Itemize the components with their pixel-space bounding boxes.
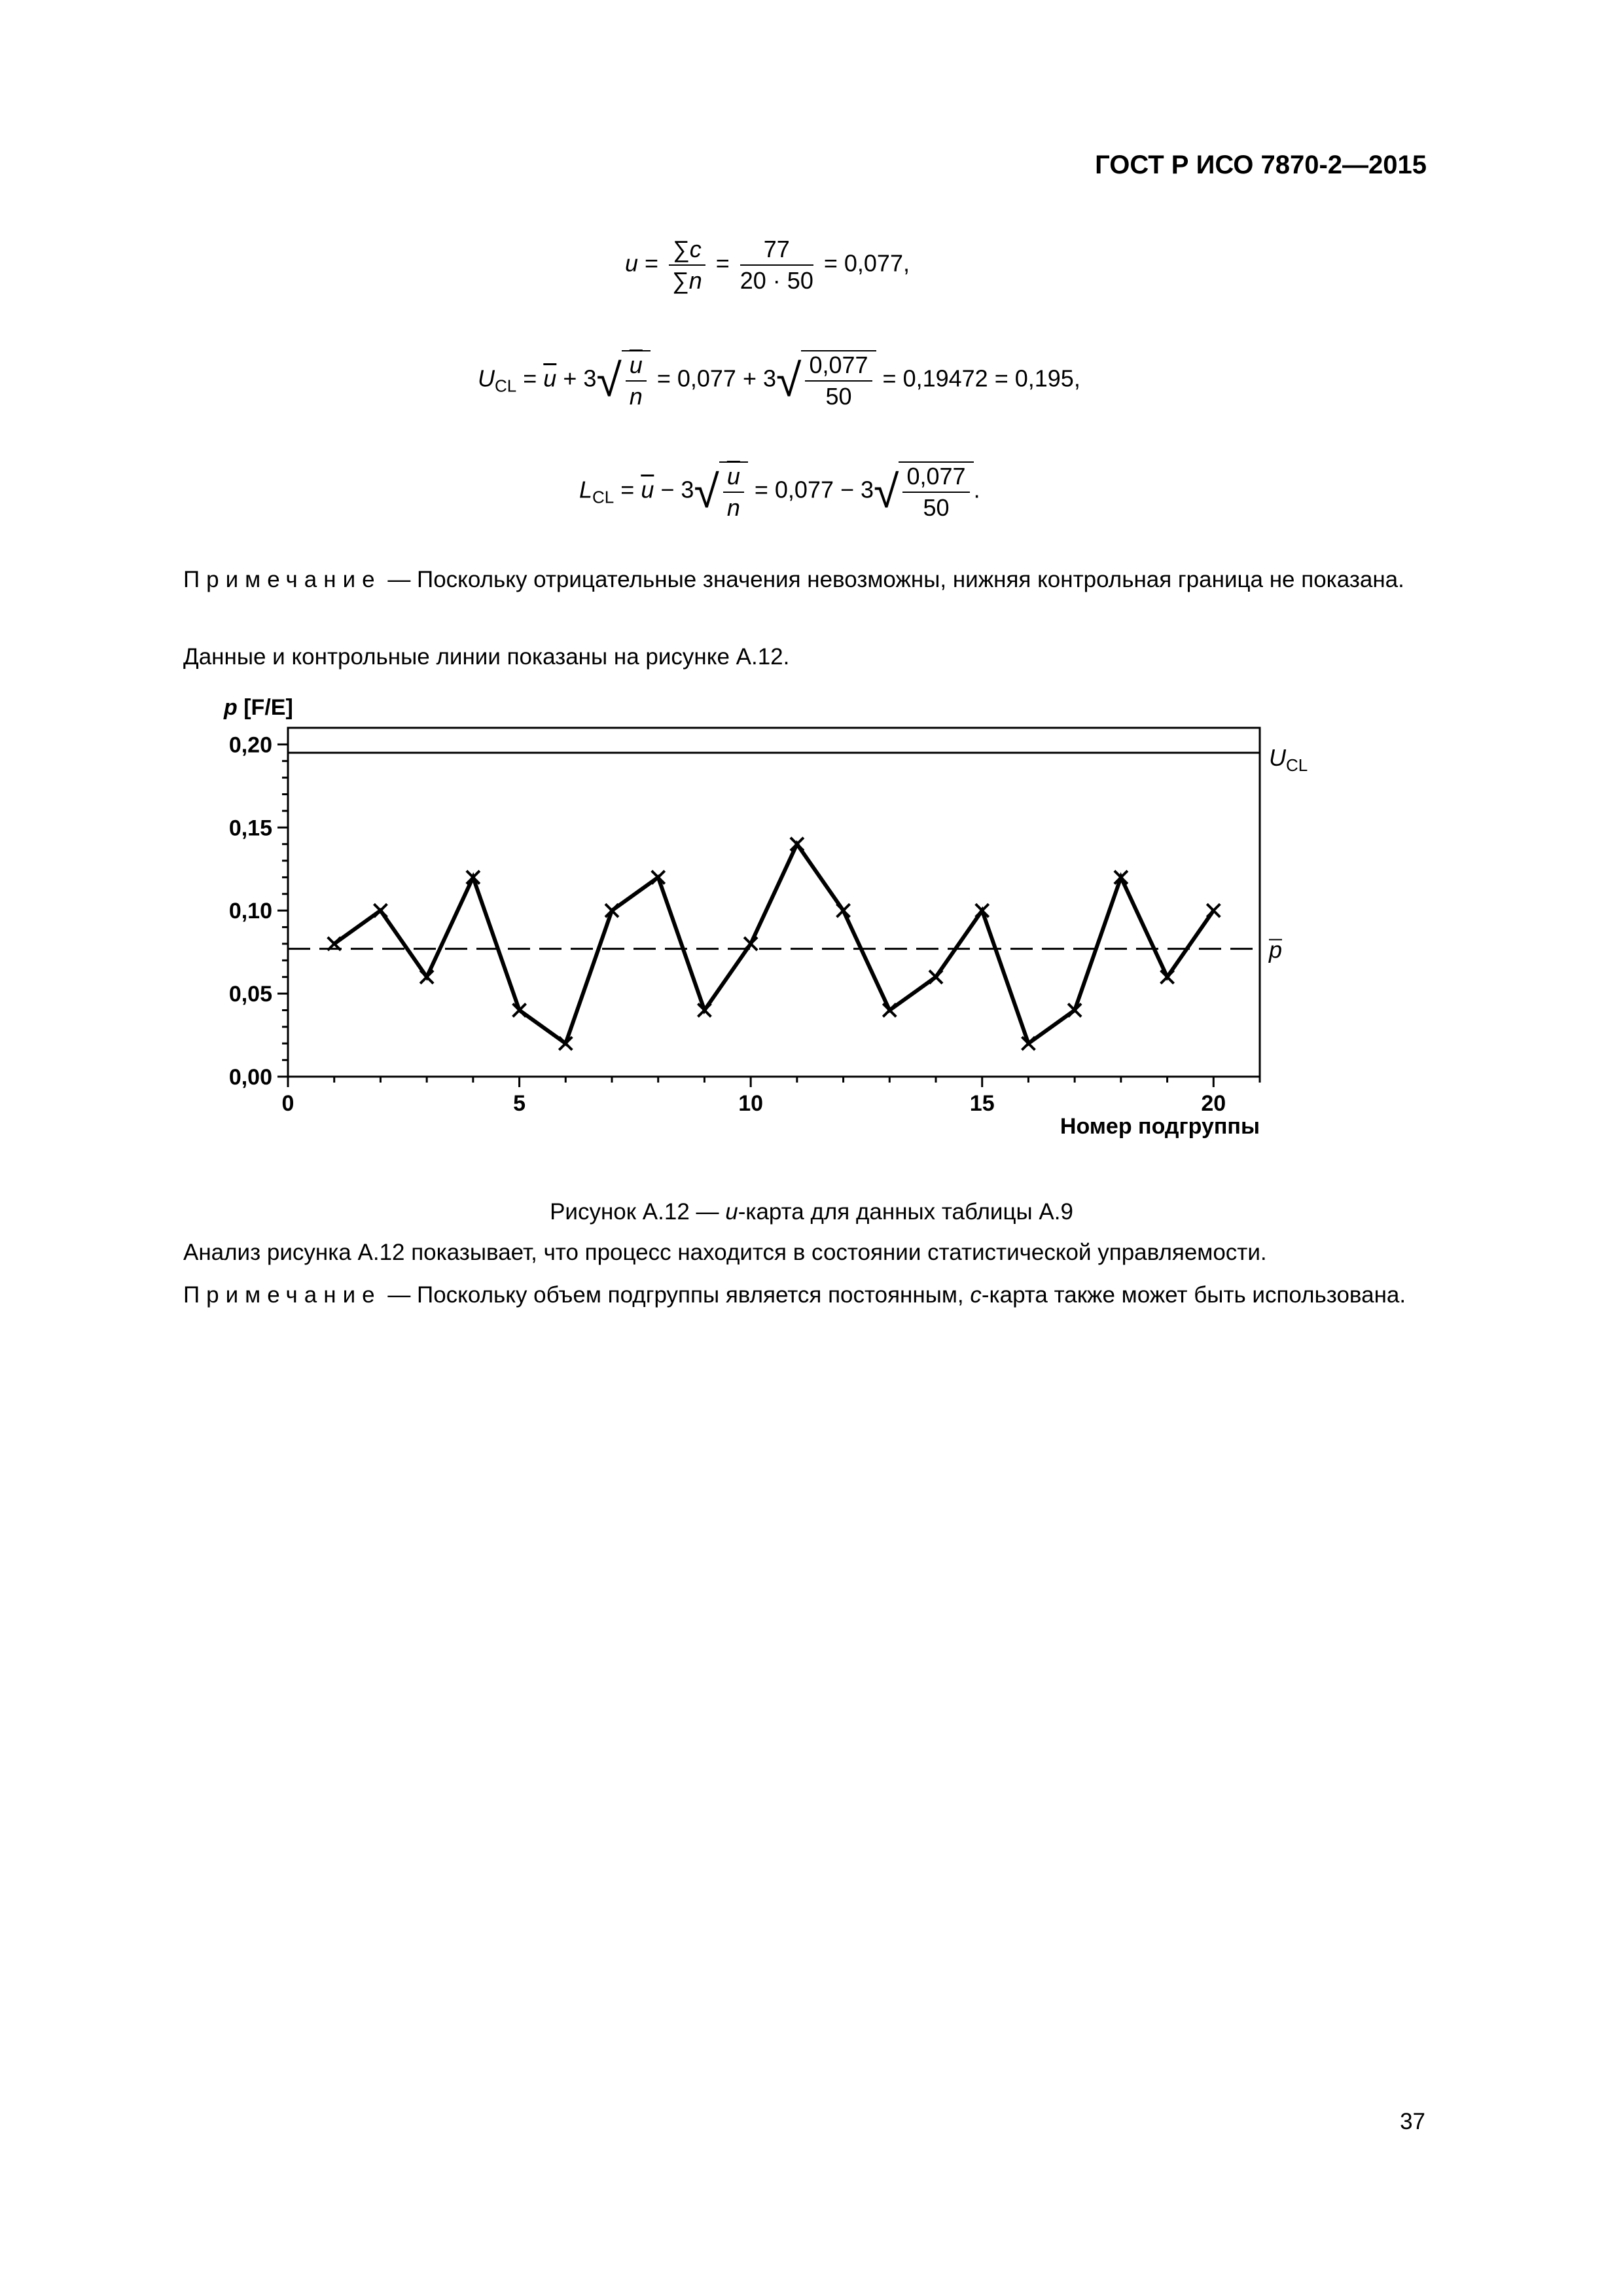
x-tick-label: 15 (969, 1091, 995, 1116)
var-ubar: $\overline{u}$ (543, 365, 557, 392)
var-ubar: u (723, 463, 744, 493)
data-point (929, 971, 942, 984)
x-tick-label: 0 (281, 1091, 294, 1116)
ucl-mid: = 0,077 + 3 (656, 365, 777, 392)
note-text: -карта также может быть использована. (981, 1282, 1406, 1308)
var-u: u (625, 249, 639, 277)
var-c: c (689, 236, 702, 262)
note-2 (118, 1280, 1427, 1311)
sqrt: √ $\frac{u}{n}$ (596, 350, 650, 410)
y-tick-label: 0,20 (228, 732, 272, 758)
page-number: 37 (1400, 2109, 1425, 2134)
y-tick-label: 0,10 (228, 899, 272, 924)
lcl-mid: = 0,077 − 3 (754, 476, 874, 503)
var-n: n (688, 267, 702, 294)
ucl-label-sub: CL (1286, 755, 1308, 776)
ucl-label-main: U (1269, 744, 1286, 772)
var-ubar: u (626, 351, 647, 382)
var-ubar: $\overline{u}$ (641, 476, 654, 503)
note-text: — Поскольку отрицательные значения невозможны, нижняя контрольная граница не показана. (387, 567, 1404, 592)
caption-prefix: Рисунок А.12 — (550, 1199, 719, 1225)
center-label: p (1269, 936, 1283, 963)
y-axis-var: p (224, 695, 238, 720)
x-tick-label: 20 (1201, 1091, 1226, 1116)
formula-lcl: $L_{CL} = \overline{u} - 3√$ $\frac{u}{n}$ = 0,077 − 3√ $\frac{0,077}{50}$ . (579, 463, 980, 521)
note-label: Примечание (183, 1282, 382, 1308)
document-code: ГОСТ Р ИСО 7870-2—2015 (1095, 151, 1427, 179)
frac-num: 0,077 (805, 351, 872, 382)
u-result: = 0,077, (823, 249, 910, 277)
y-tick-label: 0,00 (228, 1065, 272, 1090)
sqrt: √ $\frac{u}{n}$ (694, 461, 747, 522)
ucl-result: = 0,19472 = 0,195, (882, 365, 1080, 392)
denominator: 20 · 50 (740, 267, 813, 294)
data-point (1207, 904, 1220, 917)
formula-u: u = $\frac{\sum c}{\sum n}$ = $\frac{77}{20 \cdot 50}$ = 0,077, (625, 236, 910, 294)
paragraph-1: Данные и контрольные линии показаны на рисунке А.12. (183, 644, 790, 670)
frac-den: 50 (825, 383, 852, 410)
figure-caption (0, 1199, 1623, 1225)
note-label: Примечание (183, 567, 382, 592)
frac-den: 50 (923, 494, 950, 521)
var-L: L (579, 476, 593, 503)
y-axis-label (223, 695, 293, 720)
sqrt: √ $\frac{0,077}{50}$ (874, 461, 974, 522)
note-italic: с (970, 1282, 982, 1308)
data-point (374, 904, 387, 917)
y-tick-label: 0,15 (228, 816, 272, 841)
sub-cl: CL (495, 376, 517, 396)
sum-sign: ∑ (672, 267, 689, 294)
sum-sign: ∑ (673, 236, 690, 262)
sub-cl: CL (592, 487, 615, 507)
x-axis-label: Номер подгруппы (1060, 1114, 1260, 1139)
ucl-label (1269, 744, 1308, 775)
var-n: n (726, 494, 740, 521)
paragraph-2: Анализ рисунка А.12 показывает, что процесс находится в состоянии статистической управляемости. (183, 1240, 1267, 1265)
y-tick-label: 0,05 (228, 982, 272, 1007)
note-text: — Поскольку объем подгруппы является постоянным, (387, 1282, 964, 1308)
y-axis-unit: [F/E] (237, 695, 293, 720)
data-line (334, 844, 1214, 1044)
caption-italic: u (725, 1199, 738, 1225)
var-U: U (478, 365, 495, 392)
x-tick-label: 5 (513, 1091, 526, 1116)
formula-ucl: $U_{CL} = \overline{u} + 3√$ $\frac{u}{n}$ = 0,077 + 3√ $\frac{0,077}{50}$ = 0,19472 = 0,195, (478, 351, 1080, 410)
frac-num: 0,077 (902, 463, 969, 493)
numerator: 77 (740, 236, 813, 266)
x-tick-label: 10 (738, 1091, 764, 1116)
var-n: n (629, 383, 643, 410)
caption-suffix: -карта для данных таблицы А.9 (738, 1199, 1073, 1225)
sqrt: √ $\frac{0,077}{50}$ (776, 350, 876, 410)
